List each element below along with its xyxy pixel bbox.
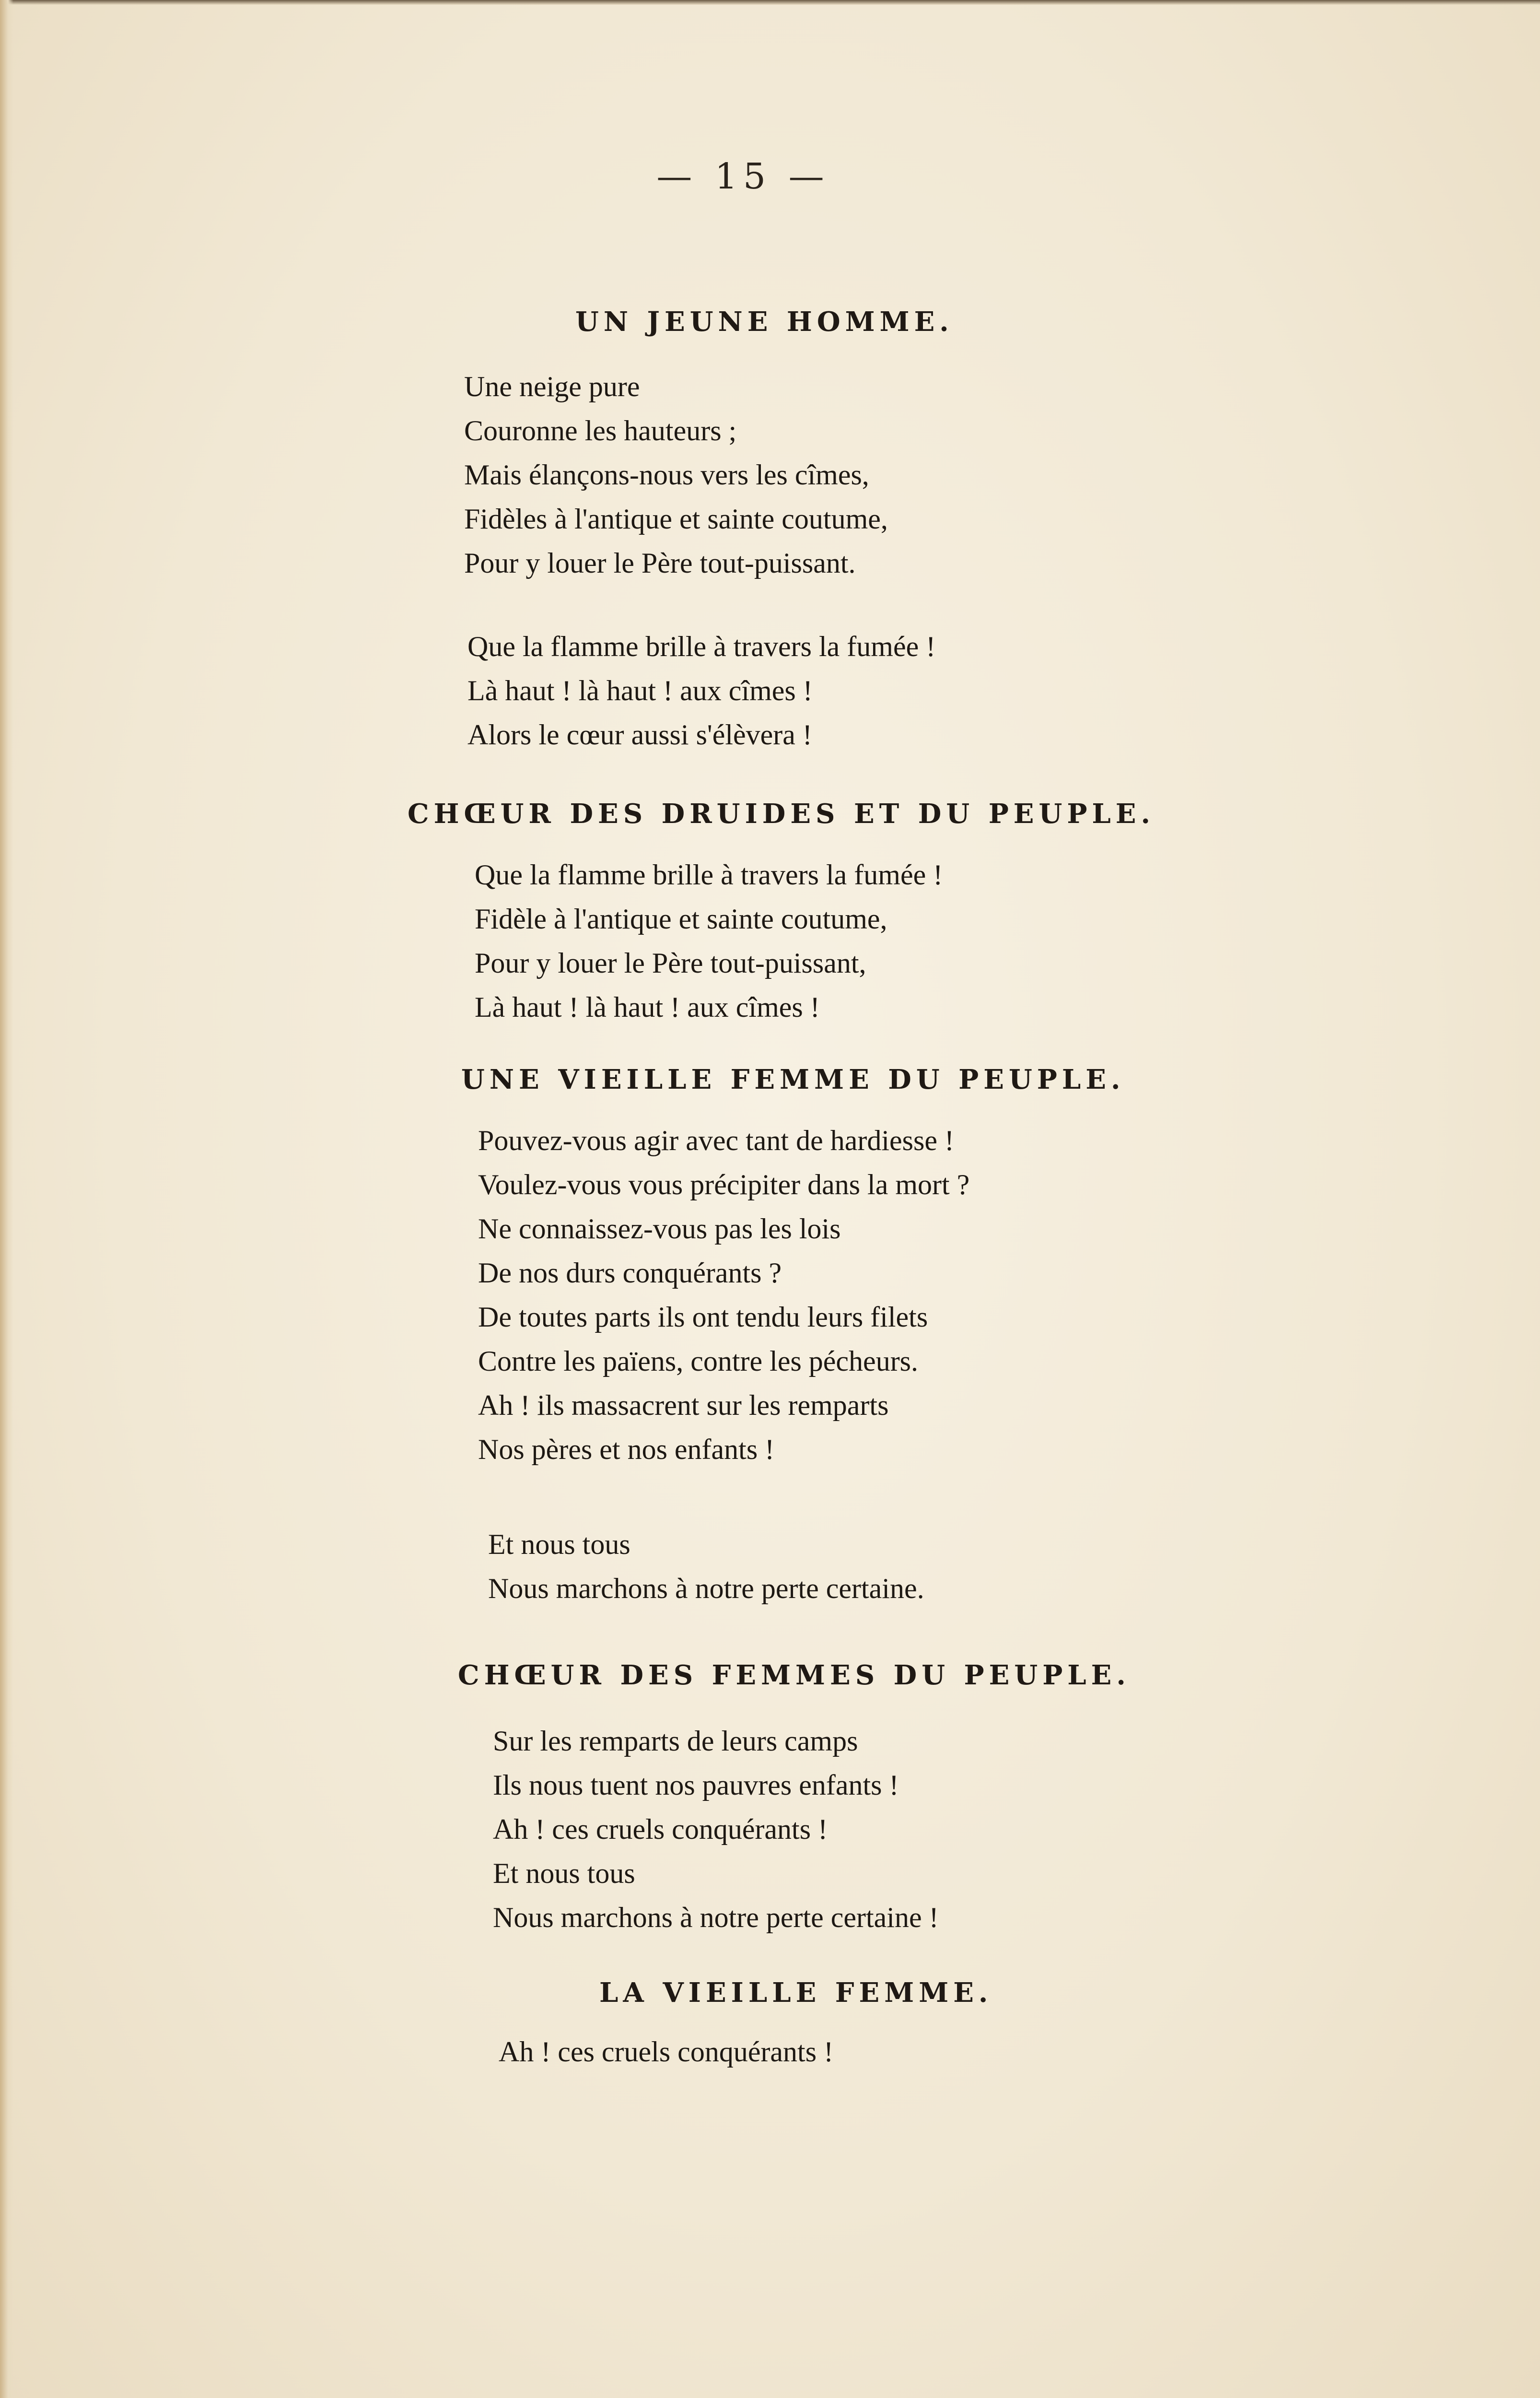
verse-line: Alors le cœur aussi s'élèvera ! bbox=[467, 719, 812, 751]
verse-line: Ah ! ces cruels conquérants ! bbox=[493, 1813, 828, 1845]
verse-line: Pouvez-vous agir avec tant de hardiesse ! bbox=[478, 1125, 954, 1156]
verse-line: Et nous tous bbox=[493, 1857, 635, 1889]
verse-line: Pour y louer le Père tout-puissant, bbox=[475, 947, 866, 979]
stanza bbox=[499, 2030, 833, 2074]
stanza bbox=[467, 624, 935, 757]
speaker-heading: UNE VIEILLE FEMME DU PEUPLE. bbox=[461, 1064, 1125, 1095]
verse-line: Nous marchons à notre perte certaine ! bbox=[493, 1902, 939, 1933]
verse-line: De nos durs conquérants ? bbox=[478, 1257, 782, 1289]
verse-line: Fidèles à l'antique et sainte coutume, bbox=[464, 503, 888, 535]
verse-line: Contre les païens, contre les pécheurs. bbox=[478, 1345, 919, 1377]
speaker-heading: CHŒUR DES FEMMES DU PEUPLE. bbox=[458, 1659, 1131, 1691]
verse-line: Voulez-vous vous précipiter dans la mort ? bbox=[478, 1169, 970, 1200]
stanza bbox=[478, 1118, 969, 1471]
verse-line: Ils nous tuent nos pauvres enfants ! bbox=[493, 1769, 899, 1801]
verse-line: Mais élançons-nous vers les cîmes, bbox=[464, 459, 869, 491]
verse-line: Fidèle à l'antique et sainte coutume, bbox=[475, 903, 887, 935]
stanza bbox=[488, 1522, 924, 1610]
verse-line: Là haut ! là haut ! aux cîmes ! bbox=[467, 675, 813, 706]
stanza bbox=[475, 853, 943, 1029]
stanza bbox=[464, 364, 888, 585]
verse-line: Une neige pure bbox=[464, 371, 640, 402]
verse-line: Couronne les hauteurs ; bbox=[464, 415, 737, 447]
verse-line: Ah ! ces cruels conquérants ! bbox=[499, 2036, 834, 2068]
verse-line: Pour y louer le Père tout-puissant. bbox=[464, 547, 856, 579]
speaker-heading: UN JEUNE HOMME. bbox=[575, 306, 954, 338]
verse-line: Nos pères et nos enfants ! bbox=[478, 1434, 775, 1465]
verse-line: Nous marchons à notre perte certaine. bbox=[488, 1573, 924, 1604]
stanza bbox=[493, 1719, 939, 1940]
page-binding-edge bbox=[0, 0, 13, 2398]
verse-line: De toutes parts ils ont tendu leurs filets bbox=[478, 1301, 928, 1333]
verse-line: Ah ! ils massacrent sur les remparts bbox=[478, 1389, 889, 1421]
verse-line: Ne connaissez-vous pas les lois bbox=[478, 1213, 841, 1245]
page-number: — 15 — bbox=[656, 156, 830, 197]
verse-line: Là haut ! là haut ! aux cîmes ! bbox=[475, 991, 820, 1023]
speaker-heading: CHŒUR DES DRUIDES ET DU PEUPLE. bbox=[408, 798, 1155, 830]
verse-line: Et nous tous bbox=[488, 1528, 630, 1560]
verse-line: Que la flamme brille à travers la fumée ! bbox=[475, 859, 943, 891]
page-top-edge bbox=[0, 0, 1540, 5]
speaker-heading: LA VIEILLE FEMME. bbox=[599, 1977, 993, 2009]
verse-line: Sur les remparts de leurs camps bbox=[493, 1725, 858, 1757]
verse-line: Que la flamme brille à travers la fumée ! bbox=[467, 631, 936, 662]
